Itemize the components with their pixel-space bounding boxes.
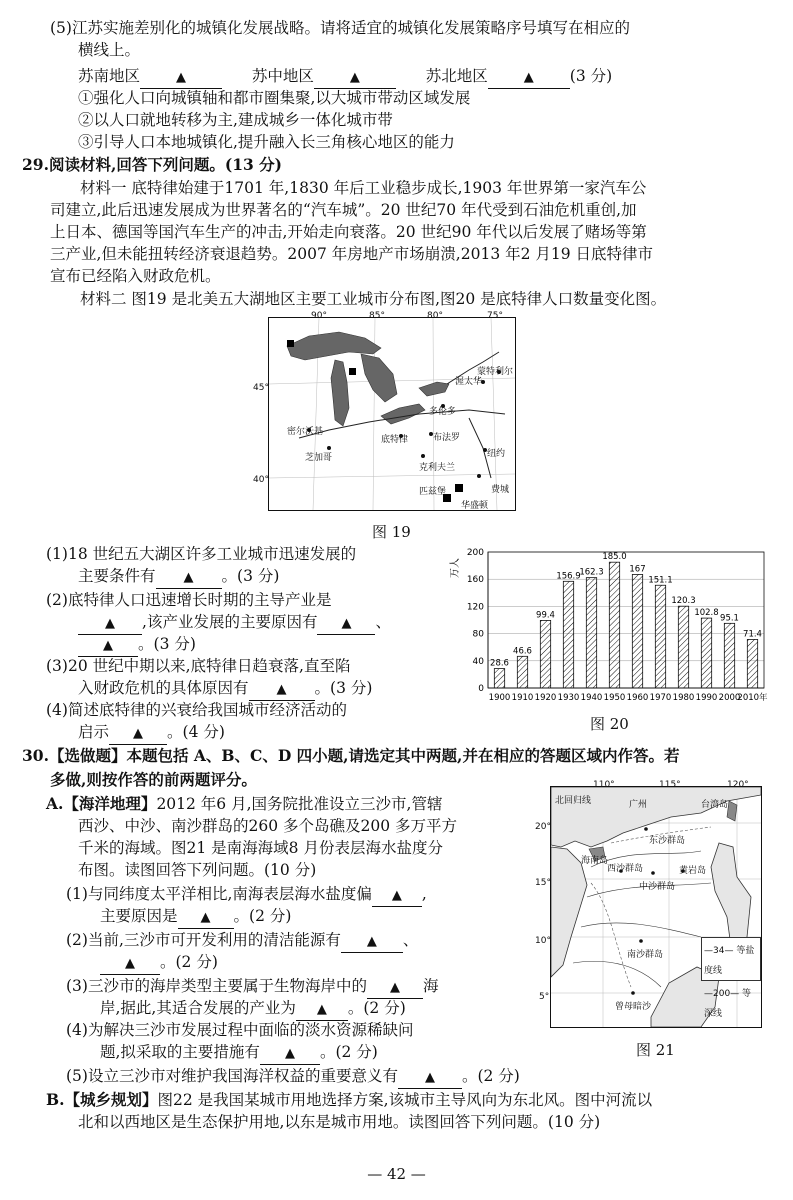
lake-ontario bbox=[419, 382, 449, 396]
q29-2-line1: (2)底特律人口迅速增长时期的主导产业是 bbox=[46, 591, 332, 609]
label-guangzhou: 广州 bbox=[629, 800, 648, 810]
q30B-line2: 北和以西地区是生态保护用地,以东是城市用地。读图回答下列问题。(10 分) bbox=[78, 1113, 601, 1131]
industry-marker bbox=[455, 484, 463, 492]
bar bbox=[517, 656, 527, 688]
label-nansha: 南沙群岛 bbox=[627, 950, 664, 960]
label-taiwan: 台湾岛 bbox=[701, 800, 729, 810]
label-chicago: 芝加哥 bbox=[305, 453, 333, 463]
q29-3-line1: (3)20 世纪中期以来,底特律日趋衰落,直至陷 bbox=[46, 657, 351, 675]
answer-blank[interactable]: ▲ bbox=[156, 568, 222, 589]
bar-value-label: 46.6 bbox=[513, 646, 532, 657]
label-pittsburgh: 匹兹堡 bbox=[419, 487, 447, 497]
fig21-legend bbox=[701, 937, 761, 1019]
bar-value-label: 120.3 bbox=[671, 596, 696, 607]
answer-blank[interactable]: ▲ bbox=[78, 636, 138, 657]
lat-45: 45° bbox=[253, 383, 269, 393]
option-1: ①强化人口向城镇轴和都市圈集聚,以大城市带动区域发展 bbox=[78, 89, 471, 107]
industry-marker bbox=[349, 368, 356, 375]
region-sunan: 苏南地区 bbox=[78, 67, 141, 85]
lat-20: 20° bbox=[535, 822, 551, 832]
bar-value-label: 167 bbox=[629, 564, 646, 575]
legend-isohaline: —34— 等盐度线 bbox=[704, 946, 755, 976]
fig19-great-lakes-map bbox=[253, 311, 516, 511]
y-tick-label: 120 bbox=[466, 602, 484, 613]
lake-michigan bbox=[331, 360, 349, 426]
lon-75: 75° bbox=[487, 311, 503, 321]
x-tick-label: 2010年 bbox=[737, 693, 768, 703]
legend-isobath: —200— 等深线 bbox=[704, 989, 752, 1019]
answer-blank[interactable]: ▲ bbox=[317, 614, 375, 635]
isohaline bbox=[581, 923, 701, 937]
lat-5: 5° bbox=[539, 992, 550, 1002]
x-tick-label: 1910 bbox=[511, 693, 534, 703]
bar bbox=[724, 623, 734, 688]
q30-title-line2: 多做,则按作答的前两题评分。 bbox=[50, 770, 257, 789]
answer-blank[interactable]: ▲ bbox=[249, 680, 315, 701]
bar bbox=[632, 574, 642, 688]
answer-blank[interactable]: ▲ bbox=[372, 886, 422, 907]
fig19-svg bbox=[269, 318, 515, 510]
page-number: — 42 — bbox=[367, 1165, 426, 1183]
label-cleveland: 克利夫兰 bbox=[419, 463, 456, 473]
q30A-5: (5)设立三沙市对维护我国海洋权益的重要意义有 ▲ 。(2 分) bbox=[66, 1066, 520, 1089]
q29-title: 29.阅读材料,回答下列问题。(13 分) bbox=[22, 155, 282, 174]
label-dongsha: 东沙群岛 bbox=[649, 836, 686, 846]
q30A-line2: 西沙、中沙、南沙群岛的260 多个岛礁及200 多万平方 bbox=[78, 817, 458, 835]
q30A-4-line1: (4)为解决三沙市发展过程中面临的淡水资源稀缺问 bbox=[66, 1021, 414, 1039]
lon-115-top: 115° bbox=[659, 780, 681, 790]
island-dot bbox=[639, 939, 643, 943]
y-tick-label: 40 bbox=[472, 656, 484, 667]
q30A-1-line1: (1)与同纬度太平洋相比,南海表层海水盐度偏 ▲ , bbox=[66, 884, 427, 907]
x-tick-label: 1970 bbox=[649, 693, 672, 703]
answer-blank[interactable]: ▲ bbox=[100, 954, 160, 975]
philippines bbox=[711, 843, 751, 947]
score: (3 分) bbox=[569, 67, 613, 85]
q30A-line1: A.【海洋地理】2012 年6 月,国务院批准设立三沙市,管辖 bbox=[46, 794, 443, 813]
region-suzhong: 苏中地区 bbox=[251, 67, 314, 85]
q29-1-line2: 主要条件有 ▲ 。(3 分) bbox=[78, 566, 279, 589]
y-axis-unit: 万人 bbox=[450, 558, 461, 578]
isohaline bbox=[573, 961, 661, 987]
material2: 材料二 图19 是北美五大湖地区主要工业城市分布图,图20 是底特律人口数量变化图。 bbox=[80, 290, 667, 308]
x-tick-label: 1900 bbox=[488, 693, 511, 703]
label-zhongsha: 中沙群岛 bbox=[639, 882, 676, 892]
bar bbox=[563, 581, 573, 688]
x-tick-label: 1990 bbox=[695, 693, 718, 703]
q30A-3-line2: 岸,据此,其适合发展的产业为 ▲ 。(2 分) bbox=[100, 998, 406, 1021]
bar-value-label: 28.6 bbox=[490, 658, 509, 669]
q29-4-line2: 启示 ▲ 。(4 分) bbox=[78, 722, 225, 745]
bar bbox=[701, 618, 711, 688]
lake-huron bbox=[361, 354, 397, 402]
x-tick-label: 1960 bbox=[626, 693, 649, 703]
answer-blank-suzhong[interactable]: ▲ bbox=[314, 68, 396, 89]
material1-line4: 三产业,但未能扭转经济衰退趋势。2007 年房地产市场崩溃,2013 年2 月19 日底特律市 bbox=[50, 245, 654, 263]
material1-line5: 宣布已经陷入财政危机。 bbox=[50, 267, 221, 285]
q28-part5-line2: 横线上。 bbox=[78, 41, 141, 59]
label-zengmu: 曾母暗沙 bbox=[615, 1002, 652, 1012]
label-philadelphia: 费城 bbox=[491, 485, 510, 495]
bar-value-label: 151.1 bbox=[648, 575, 673, 586]
lat-15: 15° bbox=[535, 878, 551, 888]
x-tick-label: 1940 bbox=[580, 693, 603, 703]
lon-80: 80° bbox=[427, 311, 443, 321]
y-tick-label: 200 bbox=[466, 548, 484, 558]
q29-1-line1: (1)18 世纪五大湖区许多工业城市迅速发展的 bbox=[46, 545, 357, 563]
q29-2-line2: ▲ ,该产业发展的主要原因有 ▲ 、 bbox=[78, 612, 391, 635]
bar bbox=[586, 578, 596, 688]
bar bbox=[655, 585, 665, 688]
x-tick-label: 2000 bbox=[718, 693, 741, 703]
q28-region-row bbox=[78, 66, 612, 89]
taiwan-island bbox=[727, 801, 737, 821]
material1-line3: 上日本、德国等国汽车生产的冲击,开始走向衰落。20 世纪90 年代以后发展了赌场等第 bbox=[50, 223, 647, 241]
bar bbox=[678, 606, 688, 688]
island-dot bbox=[651, 871, 655, 875]
q30A-2-line2: ▲ 。(2 分) bbox=[100, 952, 218, 975]
label-huangyan: 黄岩岛 bbox=[679, 866, 707, 876]
answer-blank-subei[interactable]: ▲ bbox=[488, 68, 570, 89]
label-tropic: 北回归线 bbox=[555, 796, 592, 806]
bar-value-label: 71.4 bbox=[743, 629, 762, 640]
answer-blank[interactable]: ▲ bbox=[260, 1044, 320, 1065]
y-tick-label: 80 bbox=[472, 629, 484, 640]
bar bbox=[494, 669, 504, 688]
y-tick-label: 160 bbox=[466, 575, 484, 586]
label-xisha: 西沙群岛 bbox=[607, 864, 644, 874]
bar-value-label: 185.0 bbox=[602, 552, 627, 563]
fig19-caption: 图 19 bbox=[372, 523, 411, 541]
label-montreal: 蒙特利尔 bbox=[477, 367, 514, 377]
answer-blank[interactable]: ▲ bbox=[296, 1000, 348, 1021]
q29-4-line1: (4)简述底特律的兴衰给我国城市经济活动的 bbox=[46, 701, 347, 719]
label-detroit: 底特律 bbox=[381, 435, 409, 445]
label-buffalo: 布法罗 bbox=[433, 433, 461, 443]
city-dot bbox=[477, 474, 481, 478]
x-tick-label: 1980 bbox=[672, 693, 695, 703]
industry-marker bbox=[287, 340, 294, 347]
option-3: ③引导人口本地城镇化,提升融入长三角核心地区的能力 bbox=[78, 133, 455, 151]
x-tick-label: 1920 bbox=[534, 693, 557, 703]
bar-value-label: 162.3 bbox=[579, 567, 604, 578]
q30B-line1: B.【城乡规划】图22 是我国某城市用地选择方案,该城市主导风向为东北风。图中河流以 bbox=[46, 1090, 653, 1109]
q28-part5-line1: (5)江苏实施差别化的城镇化发展战略。请将适宜的城镇化发展策略序号填写在相应的 bbox=[50, 19, 630, 37]
bar-value-label: 102.8 bbox=[694, 608, 719, 619]
answer-blank[interactable]: ▲ bbox=[178, 908, 234, 929]
bar-value-label: 156.9 bbox=[556, 571, 581, 582]
q30A-1-line2: 主要原因是 ▲ 。(2 分) bbox=[100, 906, 291, 929]
region-subei: 苏北地区 bbox=[425, 67, 488, 85]
fig21-caption: 图 21 bbox=[636, 1041, 675, 1059]
isobath bbox=[591, 883, 631, 987]
x-tick-label: 1930 bbox=[557, 693, 580, 703]
y-tick-label: 0 bbox=[478, 684, 484, 694]
label-milwaukee: 密尔沃基 bbox=[287, 427, 324, 437]
q30A-3-line1: (3)三沙市的海岸类型主要属于生物海岸中的 ▲ 海 bbox=[66, 976, 438, 999]
material1-line1: 材料一 底特律始建于1701 年,1830 年后工业稳步成长,1903 年世界第一家汽车公 bbox=[80, 179, 647, 197]
label-hainan: 海南岛 bbox=[581, 856, 609, 866]
q30A-line3: 千米的海域。图21 是南海海域8 月份表层海水盐度分 bbox=[78, 839, 443, 857]
x-tick-label: 1950 bbox=[603, 693, 626, 703]
answer-blank[interactable]: ▲ bbox=[78, 614, 142, 635]
q30A-4-line2: 题,拟采取的主要措施有 ▲ 。(2 分) bbox=[100, 1042, 378, 1065]
lon-85: 85° bbox=[369, 311, 385, 321]
bar bbox=[609, 562, 619, 688]
q30-title-line1: 30.【选做题】本题包括 A、B、C、D 四小题,请选定其中两题,并在相应的答题区域内作答。若 bbox=[22, 746, 680, 765]
lon-120-top: 120° bbox=[727, 780, 749, 790]
fig21-south-china-sea-map bbox=[535, 780, 762, 1028]
answer-blank[interactable]: ▲ bbox=[367, 978, 423, 999]
answer-blank-sunan[interactable]: ▲ bbox=[140, 68, 222, 89]
q30A-2-line1: (2)当前,三沙市可开发利用的清洁能源有 ▲ 、 bbox=[66, 930, 418, 953]
lat-10: 10° bbox=[535, 936, 551, 946]
label-ottawa: 渥太华 bbox=[455, 377, 483, 387]
label-newyork: 纽约 bbox=[487, 449, 506, 459]
lon-110-top: 110° bbox=[593, 780, 615, 790]
lat-40: 40° bbox=[253, 475, 269, 485]
q29-2-line3: ▲ 。(3 分) bbox=[78, 634, 196, 657]
bar bbox=[747, 639, 757, 688]
lon-90: 90° bbox=[311, 311, 327, 321]
fig20-svg bbox=[448, 544, 784, 722]
bar-value-label: 99.4 bbox=[536, 610, 555, 621]
label-washington: 华盛顿 bbox=[461, 501, 489, 511]
label-toronto: 多伦多 bbox=[429, 407, 457, 417]
fig20-population-chart bbox=[448, 544, 784, 722]
island-dot bbox=[644, 827, 648, 831]
q29-3-line2: 入财政危机的具体原因有 ▲ 。(3 分) bbox=[78, 678, 372, 701]
bar bbox=[540, 620, 550, 688]
material1-line2: 司建立,此后迅速发展成为世界著名的“汽车城”。20 世纪70 年代受到石油危机重创,加 bbox=[50, 201, 637, 219]
island-dot bbox=[631, 991, 635, 995]
bar-value-label: 95.1 bbox=[720, 613, 739, 624]
answer-blank[interactable]: ▲ bbox=[398, 1068, 462, 1089]
fig20-caption: 图 20 bbox=[590, 715, 629, 733]
answer-blank[interactable]: ▲ bbox=[109, 724, 167, 745]
q30A-line4: 布图。读图回答下列问题。(10 分) bbox=[78, 861, 317, 879]
answer-blank[interactable]: ▲ bbox=[341, 932, 403, 953]
option-2: ②以人口就地转移为主,建成城乡一体化城市带 bbox=[78, 111, 393, 129]
